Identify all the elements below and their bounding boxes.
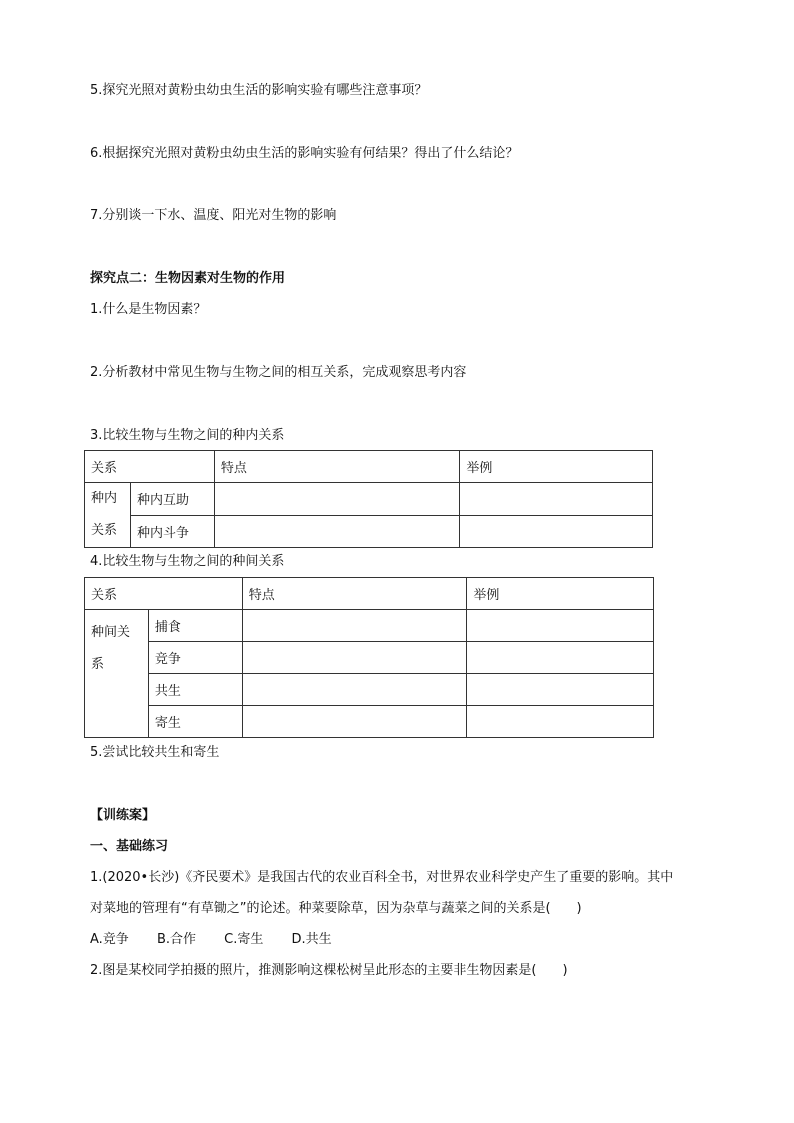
training-title: 【训练案】 <box>90 808 156 823</box>
question-b2: 2.分析教材中常见生物与生物之间的相互关系，完成观察思考内容 <box>90 365 467 380</box>
feature-cell <box>214 515 460 548</box>
row-label: 共生 <box>148 674 242 706</box>
example-cell <box>467 674 654 706</box>
example-cell <box>467 642 654 674</box>
header-relation: 关系 <box>85 451 215 483</box>
question-b4: 4.比较生物与生物之间的种间关系 <box>90 554 285 569</box>
interspecific-table <box>84 577 654 738</box>
group-label-bottom: 系 <box>91 657 105 672</box>
feature-cell <box>242 674 467 706</box>
feature-cell <box>242 610 467 642</box>
row-label: 竞争 <box>148 642 242 674</box>
problem-1-line-2: 对菜地的管理有“有草锄之”的论述。种菜要除草，因为杂草与蔬菜之间的关系是( ) <box>90 901 582 916</box>
group-label-bottom: 关系 <box>91 523 118 538</box>
option-a: A.竞争 <box>90 932 129 947</box>
section-heading: 探究点二：生物因素对生物的作用 <box>90 271 286 286</box>
training-subtitle: 一、基础练习 <box>90 839 169 854</box>
example-cell <box>460 515 653 548</box>
question-7: 7.分别谈一下水、温度、阳光对生物的影响 <box>90 208 337 223</box>
problem-1-line-1: 1.(2020•长沙)《齐民要术》是我国古代的农业百科全书，对世界农业科学史产生了重要的影响。其中 <box>90 870 674 885</box>
header-relation: 关系 <box>85 578 243 610</box>
group-label-top: 种间关 <box>91 625 131 640</box>
row-label: 种内互助 <box>130 483 214 516</box>
option-c: C.寄生 <box>224 932 264 947</box>
feature-cell <box>242 706 467 738</box>
header-example: 举例 <box>467 578 654 610</box>
example-cell <box>467 610 654 642</box>
group-label-top: 种内 <box>91 491 118 506</box>
option-b: B.合作 <box>156 932 197 947</box>
header-feature: 特点 <box>242 578 467 610</box>
example-cell <box>467 706 654 738</box>
feature-cell <box>242 642 467 674</box>
question-b5: 5.尝试比较共生和寄生 <box>90 745 220 760</box>
problem-1-options <box>90 931 356 949</box>
option-d: D.共生 <box>291 932 332 947</box>
question-6: 6.根据探究光照对黄粉虫幼虫生活的影响实验有何结果？得出了什么结论？ <box>90 146 519 161</box>
row-label: 种内斗争 <box>130 515 214 548</box>
row-label: 捕食 <box>148 610 242 642</box>
row-label: 寄生 <box>148 706 242 738</box>
question-b3: 3.比较生物与生物之间的种内关系 <box>90 428 285 443</box>
header-feature: 特点 <box>214 451 460 483</box>
problem-2: 2.图是某校同学拍摄的照片，推测影响这棵松树呈此形态的主要非生物因素是( ) <box>90 963 568 978</box>
feature-cell <box>214 483 460 516</box>
example-cell <box>460 483 653 516</box>
group-label <box>85 483 131 548</box>
group-label <box>85 610 149 738</box>
header-example: 举例 <box>460 451 653 483</box>
intraspecific-table <box>84 450 653 548</box>
question-5: 5.探究光照对黄粉虫幼虫生活的影响实验有哪些注意事项？ <box>90 83 428 98</box>
question-b1: 1.什么是生物因素？ <box>90 302 207 317</box>
